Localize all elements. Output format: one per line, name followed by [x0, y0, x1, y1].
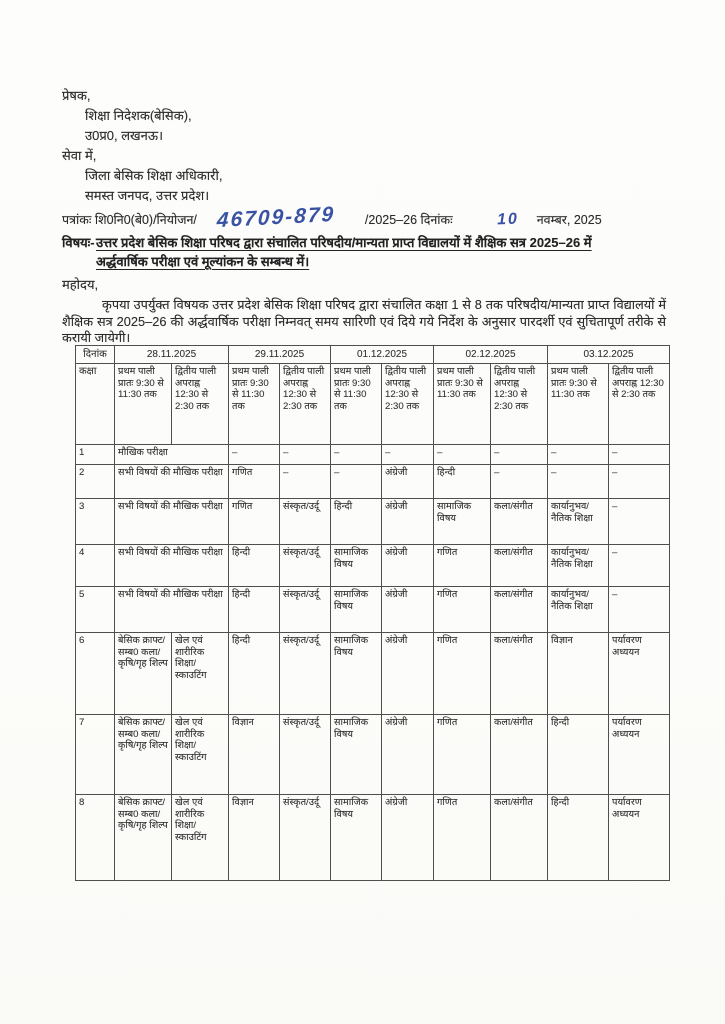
subject-cell: कला/संगीत	[491, 633, 548, 715]
exam-type-cell: सभी विषयों की मौखिक परीक्षा	[115, 465, 229, 499]
second-shift-header: द्वितीय पाली अपराह्न 12:30 से 2:30 तक	[172, 364, 229, 445]
subject-cell: कला/संगीत	[491, 715, 548, 795]
subject-cell: हिन्दी	[229, 545, 280, 587]
table-header	[76, 346, 670, 445]
subject-cell: सामाजिक विषय	[331, 545, 382, 587]
subject-cell: संस्कृत/उर्दू	[280, 715, 331, 795]
subject-line-1: उत्तर प्रदेश बेसिक शिक्षा परिषद द्वारा संचालित परिषदीय/मान्यता प्राप्त विद्यालयों में शैक्षिक सत्र 2025–26 में	[96, 235, 592, 250]
class-number-cell: 8	[76, 795, 115, 881]
subject-line-2: अर्द्धवार्षिक परीक्षा एवं मूल्यांकन के सम्बन्ध में।	[96, 254, 310, 269]
table-row	[76, 499, 670, 545]
sender-name: शिक्षा निदेशक(बेसिक),	[85, 108, 192, 123]
subject-cell: पर्यावरण अध्ययन	[609, 795, 670, 881]
subject-cell: विज्ञान	[229, 795, 280, 881]
class-number-cell: 2	[76, 465, 115, 499]
first-shift-header: प्रथम पाली प्रातः 9:30 से 11:30 तक	[331, 364, 382, 445]
subject-cell: –	[491, 465, 548, 499]
subject-cell: अंग्रेजी	[382, 587, 434, 633]
subject-cell: –	[434, 445, 491, 465]
subject-cell: –	[609, 587, 670, 633]
first-shift-header: प्रथम पाली प्रातः 9:30 से 11:30 तक	[434, 364, 491, 445]
table-row	[76, 715, 670, 795]
sender-address: उ0प्र0, लखनऊ।	[85, 128, 163, 143]
class-number-cell: 1	[76, 445, 115, 465]
subject-cell: –	[280, 445, 331, 465]
date-header: 29.11.2025	[229, 346, 331, 364]
subject-label: विषयः-	[62, 235, 95, 250]
subject-cell: अंग्रेजी	[382, 545, 434, 587]
second-shift-subject-cell: खेल एवं शारीरिक शिक्षा/स्काउटिंग	[172, 795, 229, 881]
reference-line	[62, 202, 666, 233]
subject-cell: कार्यानुभव/नैतिक शिक्षा	[548, 499, 609, 545]
subject-cell: पर्यावरण अध्ययन	[609, 715, 670, 795]
class-number-cell: 6	[76, 633, 115, 715]
exam-schedule-table	[75, 345, 670, 881]
subject-cell: विज्ञान	[229, 715, 280, 795]
dates-header-row	[76, 346, 670, 364]
second-shift-subject-cell: खेल एवं शारीरिक शिक्षा/स्काउटिंग	[172, 633, 229, 715]
subject-cell: –	[548, 465, 609, 499]
exam-type-cell: सभी विषयों की मौखिक परीक्षा	[115, 499, 229, 545]
first-shift-subject-cell: बेसिक क्राफ्ट/सम्ब0 कला/कृषि/गृह शिल्प	[115, 633, 172, 715]
exam-type-cell: सभी विषयों की मौखिक परीक्षा	[115, 545, 229, 587]
class-number-cell: 3	[76, 499, 115, 545]
corner-date-label: दिनांक	[76, 346, 115, 364]
second-shift-header: द्वितीय पाली अपराह्न 12:30 से 2:30 तक	[609, 364, 670, 445]
shifts-header-row	[76, 364, 670, 445]
subject-cell: कार्यानुभव/नैतिक शिक्षा	[548, 587, 609, 633]
subject-cell: कला/संगीत	[491, 587, 548, 633]
subject-cell: सामाजिक विषय	[331, 587, 382, 633]
subject-cell: संस्कृत/उर्दू	[280, 499, 331, 545]
table-row	[76, 587, 670, 633]
subject-cell: हिन्दी	[229, 633, 280, 715]
subject-cell: पर्यावरण अध्ययन	[609, 633, 670, 715]
subject-cell: कला/संगीत	[491, 795, 548, 881]
subject-cell: संस्कृत/उर्दू	[280, 633, 331, 715]
ref-month-year: नवम्बर, 2025	[536, 213, 602, 227]
second-shift-header: द्वितीय पाली अपराह्न 12:30 से 2:30 तक	[491, 364, 548, 445]
subject-cell: गणित	[434, 587, 491, 633]
subject-cell: हिन्दी	[331, 499, 382, 545]
subject-cell: –	[609, 465, 670, 499]
handwritten-date-day: 10	[496, 210, 519, 229]
body-paragraph: कृपया उपर्युक्त विषयक उत्तर प्रदेश बेसिक शिक्षा परिषद द्वारा संचालित कक्षा 1 से 8 तक परिषदीय/मान्यता प्राप्त विद्यालयों में शैक्षिक सत्र 2025–26 की अर्द्धवार्षिक परीक्षा निम्नवत् समय सारिणी एवं दिये गये निर्देश के अनुसार पारदर्शी एवं सुचितापूर्ण तरीके से करायी जायेगी।	[62, 297, 666, 345]
sender-label: प्रेषक,	[62, 88, 91, 103]
subject-cell: कला/संगीत	[491, 545, 548, 587]
second-shift-header: द्वितीय पाली अपराह्न 12:30 से 2:30 तक	[382, 364, 434, 445]
class-number-cell: 5	[76, 587, 115, 633]
subject-cell: गणित	[434, 795, 491, 881]
subject-cell: कार्यानुभव/नैतिक शिक्षा	[548, 545, 609, 587]
subject-cell: सामाजिक विषय	[331, 795, 382, 881]
date-header: 28.11.2025	[115, 346, 229, 364]
date-header: 02.12.2025	[434, 346, 548, 364]
subject-cell: गणित	[229, 465, 280, 499]
subject-cell: अंग्रेजी	[382, 715, 434, 795]
exam-type-cell: सभी विषयों की मौखिक परीक्षा	[115, 587, 229, 633]
subject-cell: –	[331, 445, 382, 465]
date-header: 03.12.2025	[548, 346, 670, 364]
subject-cell: अंग्रेजी	[382, 499, 434, 545]
subject-cell: गणित	[434, 545, 491, 587]
subject-block	[62, 233, 666, 271]
second-shift-header: द्वितीय पाली अपराह्न 12:30 से 2:30 तक	[280, 364, 331, 445]
subject-cell: हिन्दी	[229, 587, 280, 633]
subject-cell: –	[609, 445, 670, 465]
class-number-cell: 4	[76, 545, 115, 587]
first-shift-header: प्रथम पाली प्रातः 9:30 से 11:30 तक	[115, 364, 172, 445]
recipient-label: सेवा में,	[62, 148, 97, 163]
letter-body	[62, 86, 666, 347]
table-row	[76, 445, 670, 465]
subject-cell: हिन्दी	[548, 795, 609, 881]
subject-cell: हिन्दी	[434, 465, 491, 499]
subject-cell: कला/संगीत	[491, 499, 548, 545]
ref-prefix: पत्रांकः शि0नि0(बे0)/नियोजन/	[62, 213, 197, 227]
first-shift-subject-cell: बेसिक क्राफ्ट/सम्ब0 कला/कृषि/गृह शिल्प	[115, 795, 172, 881]
subject-cell: –	[609, 499, 670, 545]
subject-cell: संस्कृत/उर्दू	[280, 587, 331, 633]
subject-cell: गणित	[434, 715, 491, 795]
table-row	[76, 545, 670, 587]
subject-cell: अंग्रेजी	[382, 465, 434, 499]
first-shift-header: प्रथम पाली प्रातः 9:30 से 11:30 तक	[229, 364, 280, 445]
subject-cell: –	[280, 465, 331, 499]
salutation: महोदय,	[62, 277, 99, 292]
handwritten-ref-number: 46709-879	[216, 202, 336, 233]
subject-cell: सामाजिक विषय	[331, 715, 382, 795]
table-row	[76, 795, 670, 881]
subject-cell: विज्ञान	[548, 633, 609, 715]
subject-cell: संस्कृत/उर्दू	[280, 545, 331, 587]
recipient-address: समस्त जनपद, उत्तर प्रदेश।	[85, 188, 210, 203]
subject-cell: अंग्रेजी	[382, 795, 434, 881]
exam-type-cell: मौखिक परीक्षा	[115, 445, 229, 465]
recipient-name: जिला बेसिक शिक्षा अधिकारी,	[85, 168, 223, 183]
table-row	[76, 633, 670, 715]
first-shift-subject-cell: बेसिक क्राफ्ट/सम्ब0 कला/कृषि/गृह शिल्प	[115, 715, 172, 795]
subject-cell: संस्कृत/उर्दू	[280, 795, 331, 881]
subject-cell: –	[491, 445, 548, 465]
subject-cell: –	[548, 445, 609, 465]
subject-cell: –	[609, 545, 670, 587]
subject-cell: –	[382, 445, 434, 465]
table-row	[76, 465, 670, 499]
subject-cell: सामाजिक विषय	[331, 633, 382, 715]
subject-cell: गणित	[229, 499, 280, 545]
subject-cell: गणित	[434, 633, 491, 715]
subject-cell: सामाजिक विषय	[434, 499, 491, 545]
subject-cell: हिन्दी	[548, 715, 609, 795]
date-header: 01.12.2025	[331, 346, 434, 364]
subject-cell: –	[229, 445, 280, 465]
second-shift-subject-cell: खेल एवं शारीरिक शिक्षा/स्काउटिंग	[172, 715, 229, 795]
corner-class-label: कक्षा	[76, 364, 115, 445]
class-number-cell: 7	[76, 715, 115, 795]
subject-cell: अंग्रेजी	[382, 633, 434, 715]
first-shift-header: प्रथम पाली प्रातः 9:30 से 11:30 तक	[548, 364, 609, 445]
subject-cell: –	[331, 465, 382, 499]
ref-session-and-date-label: /2025–26 दिनांकः	[364, 213, 453, 227]
table-body	[76, 445, 670, 881]
